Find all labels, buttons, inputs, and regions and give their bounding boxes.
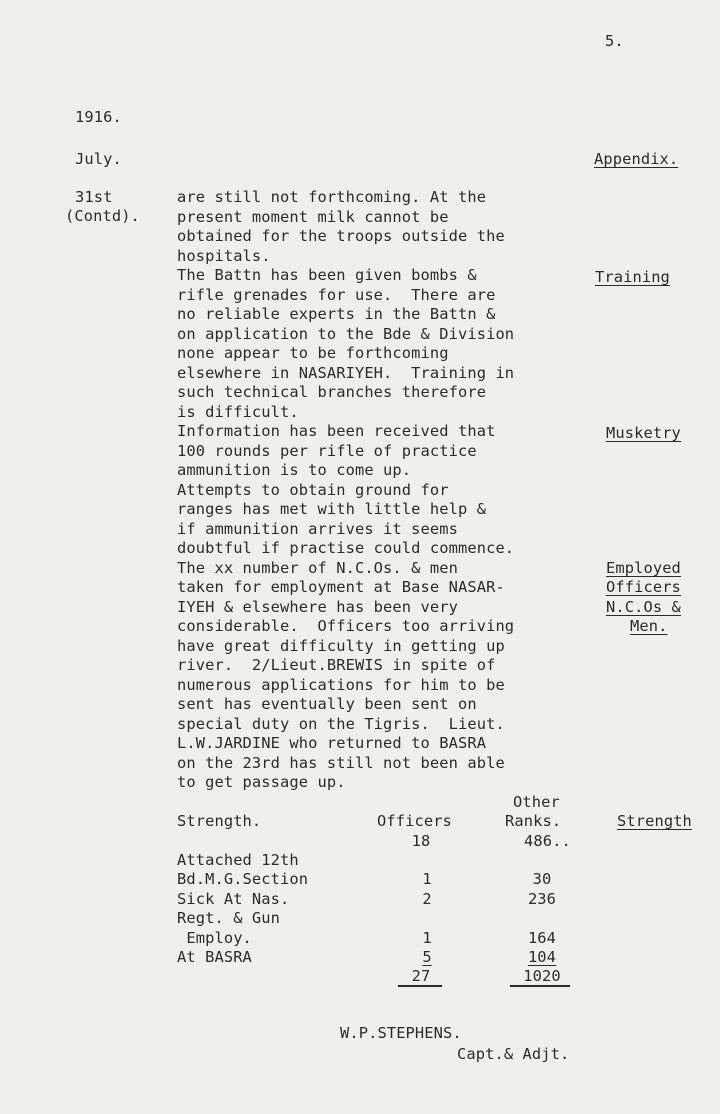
- body-line: taken for employment at Base NASAR-: [177, 578, 505, 596]
- row-label: Bd.M.G.Section: [177, 870, 309, 888]
- base-officers: 18: [411, 832, 431, 850]
- body-line: Attempts to obtain ground for: [177, 480, 449, 499]
- row-label: Regt. & Gun: [177, 909, 281, 927]
- row-officers: 1: [422, 929, 432, 947]
- row-label: Attached 12th: [177, 851, 299, 869]
- body-line: considerable. Officers too arriving: [177, 617, 515, 635]
- body-line: if ammunition arrives it seems: [177, 519, 458, 538]
- total-officers: 27: [411, 967, 431, 985]
- base-other-ranks: 486..: [524, 832, 571, 850]
- body-line: elsewhere in NASARIYEH. Training in: [177, 363, 515, 382]
- body-line: river. 2/Lieut.BREWIS in spite of: [177, 656, 496, 674]
- margin-note-musketry: Musketry: [606, 424, 681, 442]
- row-label: Employ.: [177, 929, 252, 947]
- margin-note-strength: Strength: [617, 812, 692, 830]
- row-other-ranks: 104: [527, 948, 557, 966]
- body-line: ranges has met with little help &: [177, 500, 487, 518]
- body-line: on the 23rd has still not been able: [177, 753, 505, 772]
- body-line: none appear to be forthcoming: [177, 344, 449, 362]
- margin-note-employed: Employed: [606, 559, 681, 577]
- body-line: present moment milk cannot be: [177, 207, 449, 226]
- body-line: L.W.JARDINE who returned to BASRA: [177, 734, 487, 752]
- other-ranks-header: Other: [513, 793, 560, 811]
- row-officers: 5: [422, 948, 432, 966]
- strength-label: Strength.: [177, 812, 262, 830]
- body-line: to get passage up.: [177, 773, 346, 791]
- row-label: Sick At Nas.: [177, 890, 290, 908]
- body-line: special duty on the Tigris. Lieut.: [177, 714, 505, 733]
- row-other-ranks: 164: [527, 929, 557, 947]
- row-other-ranks: 30: [532, 870, 552, 888]
- body-line: ammunition is to come up.: [177, 461, 412, 479]
- margin-note-training: Training: [595, 268, 670, 286]
- body-line: such technical branches therefore: [177, 383, 487, 401]
- body-line: sent has eventually been sent on: [177, 695, 477, 713]
- row-other-ranks: 236: [527, 890, 557, 908]
- total-other-ranks: 1020: [523, 967, 561, 985]
- body-line: are still not forthcoming. At the: [177, 188, 487, 206]
- date-line-1: 31st: [75, 188, 113, 206]
- body-line: IYEH & elsewhere has been very: [177, 597, 458, 616]
- row-officers: 2: [422, 890, 432, 908]
- page-number: 5.: [605, 32, 624, 50]
- month: July.: [75, 150, 122, 168]
- body-line: doubtful if practise could commence.: [177, 539, 515, 557]
- body-line: have great difficulty in getting up: [177, 636, 505, 655]
- row-officers: 1: [422, 870, 432, 888]
- body-line: Information has been received that: [177, 422, 496, 440]
- body-line: obtained for the troops outside the: [177, 227, 505, 245]
- body-line: rifle grenades for use. There are: [177, 285, 496, 304]
- signature-name: W.P.STEPHENS.: [340, 1024, 462, 1042]
- body-line: numerous applications for him to be: [177, 675, 505, 694]
- margin-note-employed: Men.: [630, 617, 668, 635]
- date-line-2: (Contd).: [65, 207, 140, 225]
- row-label: At BASRA: [177, 948, 252, 966]
- signature-rank: Capt.& Adjt.: [457, 1045, 570, 1063]
- body-line: 100 rounds per rifle of practice: [177, 441, 477, 460]
- appendix-heading: Appendix.: [594, 150, 679, 168]
- body-line: hospitals.: [177, 246, 271, 265]
- body-line: on application to the Bde & Division: [177, 324, 515, 343]
- body-line: no reliable experts in the Battn &: [177, 305, 496, 323]
- body-line: The Battn has been given bombs &: [177, 266, 477, 284]
- margin-note-employed: N.C.Os &: [606, 598, 681, 616]
- margin-note-employed: Officers: [606, 578, 681, 596]
- other-ranks-header: Ranks.: [505, 812, 562, 830]
- officers-header: Officers: [377, 812, 452, 830]
- total-rule: [398, 985, 442, 987]
- body-line: is difficult.: [177, 402, 299, 421]
- year: 1916.: [75, 108, 122, 126]
- body-line: The xx number of N.C.Os. & men: [177, 558, 458, 577]
- total-rule: [510, 985, 570, 987]
